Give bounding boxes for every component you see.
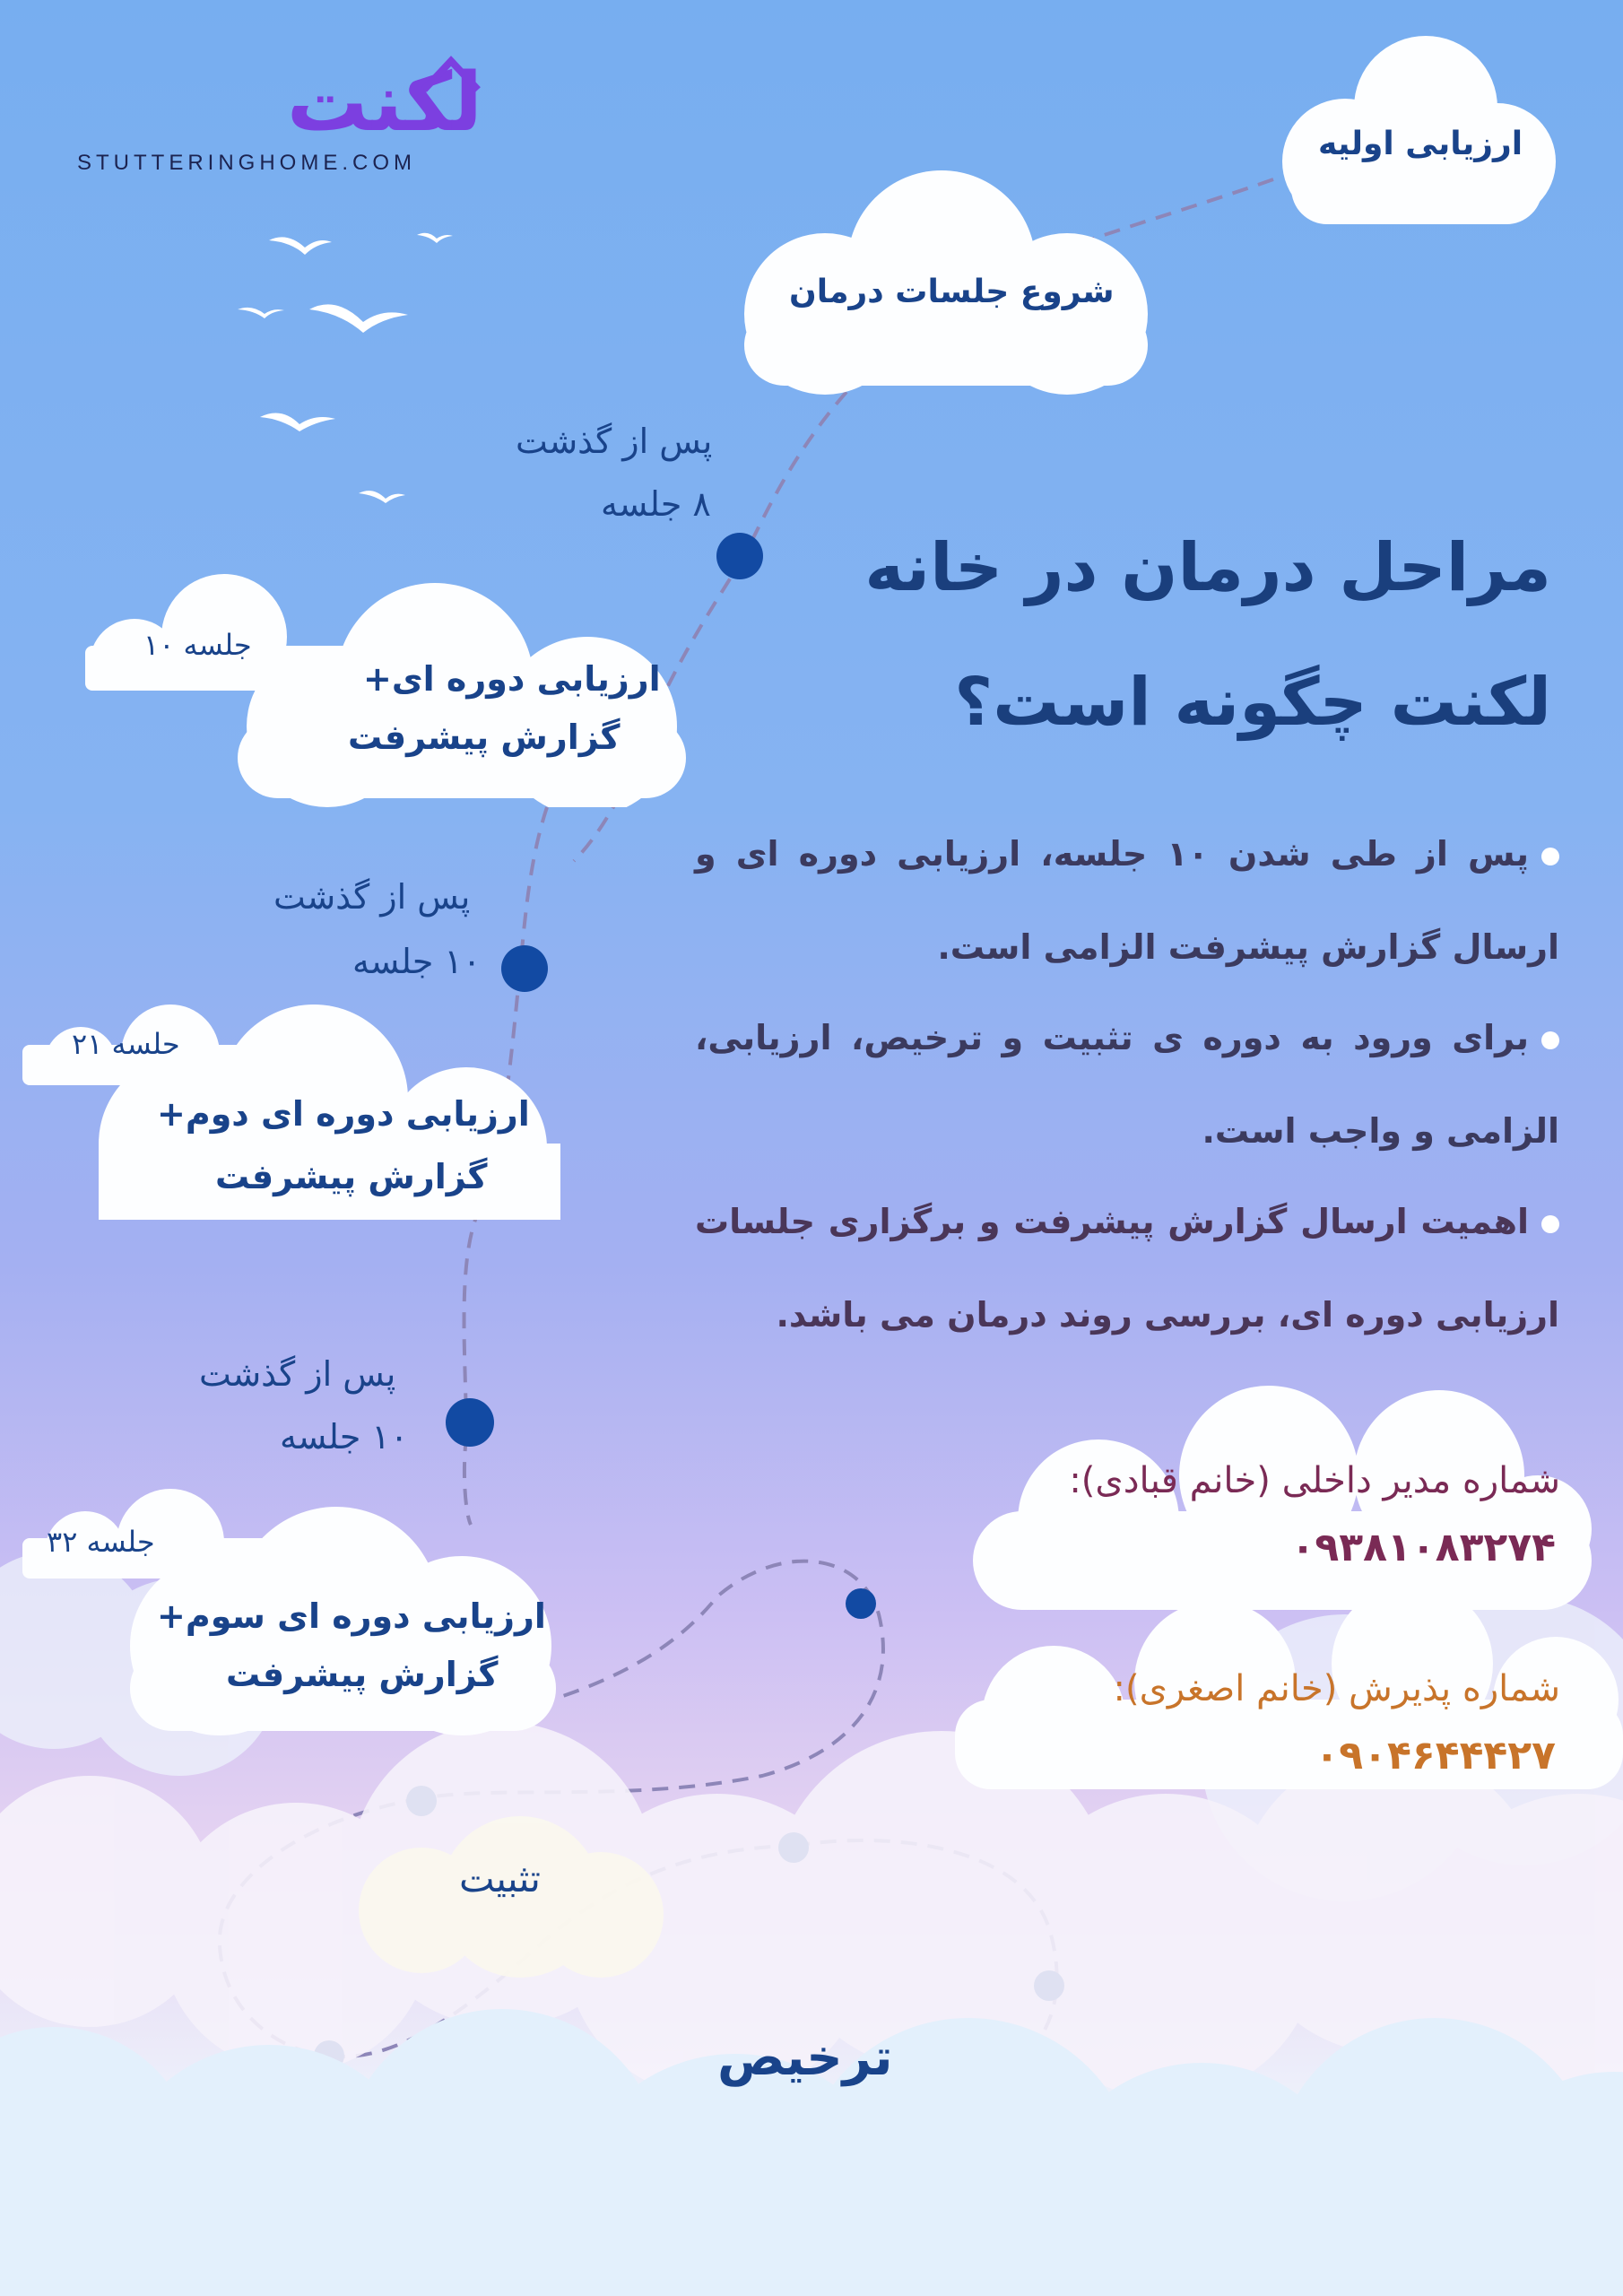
badge-s32: جلسه ۳۲ — [47, 1525, 155, 1559]
s32-line2: گزارش پیشرفت — [226, 1655, 499, 1694]
s21-line2: گزارش پیشرفت — [215, 1157, 488, 1196]
page-title-line2: لکنت چگونه است؟ — [954, 664, 1551, 741]
after10b-line1: پس از گذشت — [199, 1354, 396, 1394]
s21-line1: ارزیابی دوره ای دوم+ — [157, 1094, 530, 1134]
step-discharge: ترخیص — [717, 2029, 893, 2087]
badge-s21: جلسه ۲۱ — [72, 1027, 180, 1061]
step-initial: ارزیابی اولیه — [1318, 126, 1523, 162]
manager-phone[interactable]: ۰۹۳۸۱۰۸۳۲۷۴ — [1290, 1525, 1556, 1570]
step-start: شروع جلسات درمان — [789, 274, 1115, 310]
step-stabilize: تثبیت — [459, 1857, 541, 1900]
reception-phone[interactable]: ۰۹۰۴۶۴۴۴۲۷ — [1315, 1733, 1556, 1779]
manager-label: شماره مدیر داخلی (خانم قبادی): — [1069, 1460, 1560, 1501]
badge-s10: جلسه ۱۰ — [143, 628, 252, 662]
paragraph-1: پس از طی شدن ۱۰ جلسه، ارزیابی دوره ای و ارسال گزارش پیشرفت الزامی است. — [695, 834, 1559, 967]
house-icon — [420, 54, 482, 108]
paragraph-2: برای ورود به دوره ی تثبیت و ترخیص، ارزیابی، الزامی و واجب است. — [695, 1018, 1559, 1151]
bullet-icon — [1541, 1215, 1559, 1233]
after8-line2: ۸ جلسه — [601, 484, 711, 524]
s32-line1: ارزیابی دوره ای سوم+ — [157, 1596, 546, 1636]
logo-english: STUTTERINGHOME.COM — [77, 151, 416, 175]
bullet-icon — [1541, 848, 1559, 865]
after10a-line2: ۱۰ جلسه — [352, 942, 482, 981]
s10-line1: ارزیابی دوره ای+ — [363, 659, 661, 699]
s10-line2: گزارش پیشرفت — [348, 718, 621, 757]
reception-label: شماره پذیرش (خانم اصغری): — [1113, 1668, 1560, 1709]
paragraph-3: اهمیت ارسال گزارش پیشرفت و برگزاری جلسات ارزیابی دوره ای، بررسی روند درمان می باشد. — [695, 1202, 1559, 1335]
bullet-icon — [1541, 1031, 1559, 1049]
logo-persian: لکنت — [286, 56, 482, 150]
page-title-line1: مراحل درمان در خانه — [864, 529, 1551, 606]
logo[interactable] — [70, 54, 482, 197]
birds-icon — [224, 224, 493, 511]
after8-line1: پس از گذشت — [516, 422, 713, 461]
after10a-line1: پس از گذشت — [273, 877, 471, 917]
after10b-line2: ۱۰ جلسه — [280, 1417, 409, 1457]
